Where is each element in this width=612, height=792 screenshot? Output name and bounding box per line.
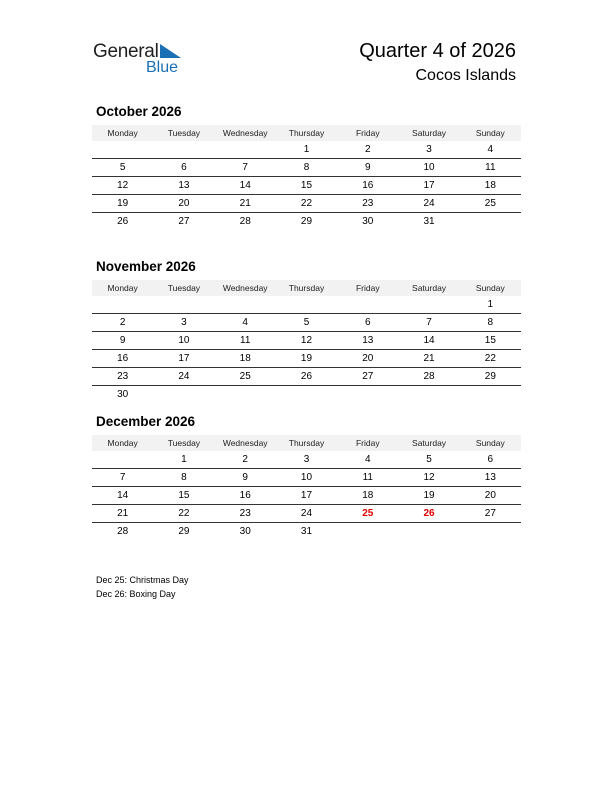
week-row	[92, 213, 521, 230]
day-cell: 14	[423, 335, 435, 346]
day-cell: 17	[423, 180, 435, 191]
day-cell: 24	[300, 508, 313, 519]
month-title: October 2026	[96, 104, 182, 119]
month-november	[92, 259, 521, 403]
day-cell: 7	[242, 162, 248, 173]
day-cell: 9	[364, 162, 371, 173]
week-row	[92, 195, 521, 213]
week-row	[92, 177, 521, 195]
day-cell: 4	[364, 454, 371, 465]
day-cell: 12	[423, 472, 435, 483]
day-cell: 22	[484, 353, 496, 364]
weekday-label: Thursday	[288, 283, 325, 293]
page-subtitle: Cocos Islands	[415, 67, 516, 84]
day-cell: 27	[362, 371, 374, 382]
day-cell: 21	[117, 508, 129, 519]
weekday-label: Sunday	[475, 438, 505, 448]
day-cell: 30	[239, 526, 251, 537]
day-cell: 8	[181, 472, 187, 483]
day-cell: 30	[117, 389, 129, 400]
weekday-label: Tuesday	[167, 128, 201, 138]
day-cell: 25	[484, 198, 496, 209]
weekday-label: Wednesday	[222, 438, 268, 448]
day-cell: 16	[117, 353, 129, 364]
day-cell: 19	[423, 490, 435, 501]
week-row	[92, 469, 521, 487]
day-cell: 25	[362, 508, 374, 519]
day-cell: 20	[362, 353, 374, 364]
day-cell: 2	[119, 317, 126, 328]
week-row	[92, 368, 521, 386]
weekday-label: Sunday	[475, 128, 505, 138]
day-cell: 4	[487, 144, 494, 155]
day-cell: 17	[300, 490, 313, 501]
weekday-label: Friday	[355, 438, 380, 448]
day-cell: 5	[303, 317, 310, 328]
day-cell: 4	[242, 317, 248, 328]
logo-blue-text: Blue	[146, 59, 179, 76]
day-cell: 22	[300, 198, 313, 209]
day-cell: 10	[423, 162, 435, 173]
weekday-label: Saturday	[412, 283, 447, 293]
month-title: December 2026	[96, 414, 196, 429]
holiday-note: Dec 25: Christmas Day	[96, 575, 189, 585]
weekday-label: Thursday	[288, 128, 325, 138]
day-cell: 5	[426, 454, 432, 465]
week-row	[92, 451, 521, 469]
day-cell: 5	[119, 162, 126, 173]
day-cell: 20	[484, 490, 496, 501]
day-cell: 18	[484, 180, 496, 191]
day-cell: 13	[362, 335, 374, 346]
day-cell: 27	[484, 508, 496, 519]
week-row	[92, 350, 521, 368]
week-row	[92, 487, 521, 505]
day-cell: 9	[119, 335, 126, 346]
logo-general-text: General	[93, 41, 159, 62]
day-cell: 26	[423, 508, 435, 519]
weekday-label: Friday	[355, 283, 380, 293]
day-cell: 29	[178, 526, 190, 537]
day-cell: 18	[239, 353, 251, 364]
week-row	[92, 159, 521, 177]
day-cell: 27	[178, 216, 190, 227]
weekday-header-row	[92, 125, 521, 141]
day-cell: 15	[178, 490, 190, 501]
day-cell: 29	[484, 371, 496, 382]
day-cell: 25	[239, 371, 251, 382]
day-cell: 28	[117, 526, 129, 537]
day-cell: 13	[178, 180, 190, 191]
weekday-label: Monday	[107, 438, 138, 448]
day-cell: 15	[484, 335, 496, 346]
weekday-header-row	[92, 435, 521, 451]
page-title: Quarter 4 of 2026	[359, 40, 516, 62]
day-cell: 12	[300, 335, 313, 346]
day-cell: 24	[423, 198, 435, 209]
day-cell: 28	[423, 371, 435, 382]
day-cell: 26	[300, 371, 313, 382]
weekday-label: Monday	[107, 128, 138, 138]
day-cell: 21	[239, 198, 251, 209]
day-cell: 21	[423, 353, 435, 364]
weekday-label: Thursday	[288, 438, 325, 448]
day-cell: 17	[178, 353, 190, 364]
day-cell: 20	[178, 198, 190, 209]
day-cell: 2	[364, 144, 371, 155]
weekday-label: Monday	[107, 283, 138, 293]
weekday-label: Wednesday	[222, 283, 268, 293]
day-cell: 7	[426, 317, 432, 328]
weekday-label: Tuesday	[167, 283, 201, 293]
logo-triangle-icon	[160, 44, 182, 60]
week-row	[92, 296, 521, 314]
day-cell: 6	[487, 454, 494, 465]
weekday-label: Wednesday	[222, 128, 268, 138]
day-cell: 23	[117, 371, 129, 382]
day-cell: 1	[181, 454, 187, 465]
day-cell: 22	[178, 508, 190, 519]
day-cell: 14	[117, 490, 129, 501]
day-cell: 31	[423, 216, 435, 227]
day-cell: 2	[242, 454, 248, 465]
day-cell: 24	[178, 371, 190, 382]
day-cell: 23	[362, 198, 374, 209]
day-cell: 9	[242, 472, 248, 483]
day-cell: 3	[426, 144, 432, 155]
holiday-note: Dec 26: Boxing Day	[96, 589, 176, 599]
day-cell: 30	[362, 216, 374, 227]
day-cell: 10	[300, 472, 313, 483]
day-cell: 3	[181, 317, 187, 328]
day-cell: 11	[240, 335, 251, 346]
day-cell: 1	[303, 144, 310, 155]
day-cell: 13	[484, 472, 496, 483]
weekday-label: Friday	[355, 128, 380, 138]
week-row	[92, 141, 521, 159]
day-cell: 11	[485, 162, 496, 173]
day-cell: 8	[303, 162, 310, 173]
day-cell: 7	[119, 472, 126, 483]
week-row	[92, 505, 521, 523]
month-title: November 2026	[96, 259, 196, 274]
weekday-label: Saturday	[412, 438, 447, 448]
weekday-label: Sunday	[475, 283, 505, 293]
weekday-label: Saturday	[412, 128, 447, 138]
day-cell: 19	[300, 353, 313, 364]
day-cell: 1	[487, 299, 494, 310]
weekday-label: Tuesday	[167, 438, 201, 448]
day-cell: 31	[300, 526, 313, 537]
day-cell: 26	[117, 216, 129, 227]
logo	[93, 40, 193, 80]
holiday-notes	[96, 573, 189, 601]
day-cell: 8	[487, 317, 494, 328]
week-row	[92, 523, 521, 540]
day-cell: 16	[362, 180, 374, 191]
month-october	[92, 104, 521, 230]
day-cell: 19	[117, 198, 129, 209]
week-row	[92, 314, 521, 332]
day-cell: 28	[239, 216, 251, 227]
day-cell: 3	[303, 454, 310, 465]
week-row	[92, 332, 521, 350]
day-cell: 23	[239, 508, 251, 519]
day-cell: 6	[364, 317, 371, 328]
day-cell: 18	[362, 490, 374, 501]
day-cell: 29	[300, 216, 313, 227]
day-cell: 10	[178, 335, 190, 346]
month-december	[92, 414, 521, 540]
day-cell: 6	[181, 162, 187, 173]
weekday-header-row	[92, 280, 521, 296]
week-row	[92, 386, 521, 403]
day-cell: 16	[239, 490, 251, 501]
day-cell: 15	[300, 180, 313, 191]
day-cell: 14	[239, 180, 251, 191]
day-cell: 11	[362, 472, 373, 483]
day-cell: 12	[117, 180, 129, 191]
